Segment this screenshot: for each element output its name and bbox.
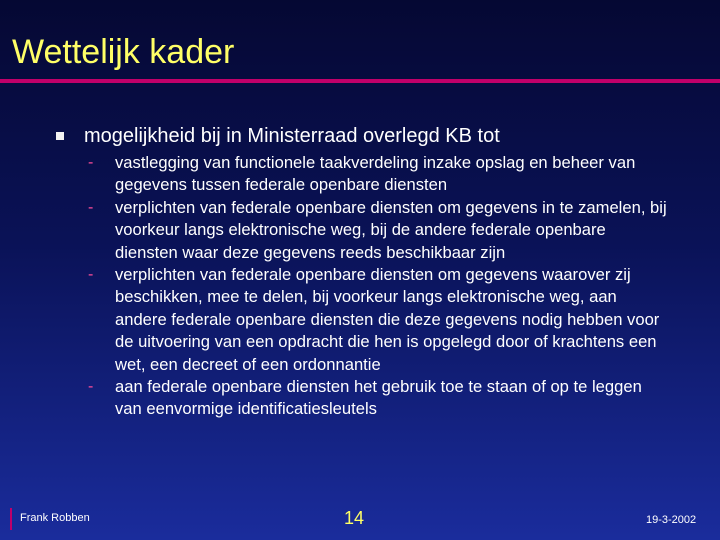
sub-bullet-text: vastlegging van functionele taakverdeling inzake opslag en beheer van gegevens tussen federale openbare diensten	[115, 153, 636, 195]
sub-bullet-text: verplichten van federale openbare diensten om gegevens in te zamelen, bij voorkeur langs elektronische weg, bij de andere federale openbare diensten waar deze gegevens reeds beschikbaar zijn	[115, 197, 667, 262]
sub-bullet-text: verplichten van federale openbare diensten om gegevens waarover zij beschikken, mee te delen, bij voorkeur langs elektronische weg, aan andere federale openbare diensten die deze gegevens nodig hebben voor de uitvoering van een opdracht die hen is opgelegd door of krachtens een wet, een decreet of een ordonnantie	[115, 265, 660, 374]
sub-bullet-item	[88, 376, 668, 421]
sub-bullet-item	[88, 152, 668, 197]
sub-bullet-list	[88, 152, 668, 421]
dash-bullet-icon: -	[88, 154, 94, 171]
footer-accent-bar	[10, 508, 12, 530]
sub-bullet-item	[88, 264, 668, 376]
dash-bullet-icon: -	[88, 198, 94, 216]
square-bullet-icon	[56, 132, 64, 140]
page-number: 14	[344, 508, 365, 528]
main-bullet-text: mogelijkheid bij in Ministerraad overlegd KB tot	[84, 125, 500, 147]
sub-bullet-item	[88, 197, 668, 264]
slide-title: Wettelijk kader	[12, 33, 235, 71]
footer-date: 19-3-2002	[646, 514, 697, 526]
title-divider	[0, 79, 720, 83]
sub-bullet-text: aan federale openbare diensten het gebruik toe te staan of op te leggen van eenvormige identificatiesleutels	[115, 377, 642, 419]
footer-author: Frank Robben	[20, 512, 90, 524]
dash-bullet-icon: -	[88, 266, 94, 284]
dash-bullet-icon: -	[88, 378, 94, 396]
